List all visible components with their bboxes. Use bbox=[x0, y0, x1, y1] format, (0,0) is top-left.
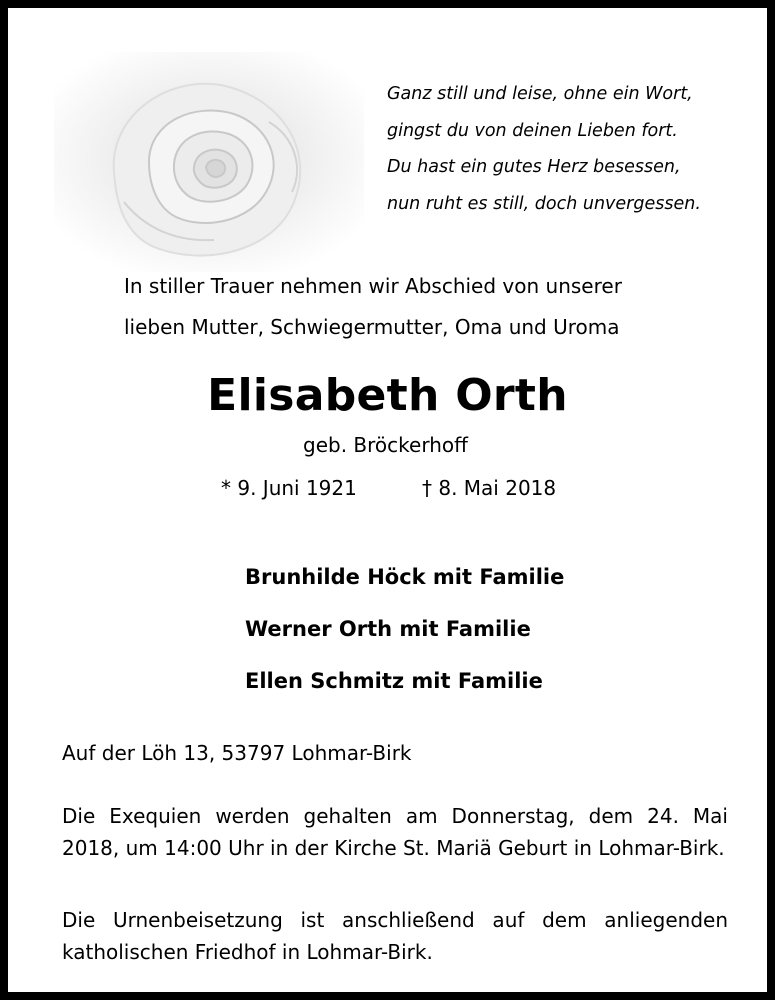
family-member: Werner Orth mit Familie bbox=[245, 617, 531, 641]
burial-text: Die Urnenbeisetzung ist anschließend auf dem anliegenden katholischen Friedhof in Lohmar-Birk. bbox=[62, 908, 728, 964]
intro-line: lieben Mutter, Schwiegermutter, Oma und Uroma bbox=[124, 315, 620, 339]
intro-line: In stiller Trauer nehmen wir Abschied von unserer bbox=[124, 274, 622, 298]
birth-name: geb. Bröckerhoff bbox=[303, 433, 468, 457]
poem-line: gingst du von deinen Lieben fort. bbox=[387, 120, 678, 141]
poem bbox=[387, 76, 747, 222]
birth-date: * 9. Juni 1921 bbox=[221, 476, 357, 500]
funeral-service-text: Die Exequien werden gehalten am Donnerstag, dem 24. Mai 2018, um 14:00 Uhr in der Kirche St. Mariä Geburt in Lohmar-Birk. bbox=[62, 804, 728, 860]
poem-line: nun ruht es still, doch unvergessen. bbox=[387, 193, 701, 214]
family-list bbox=[245, 551, 564, 707]
deceased-name: Elisabeth Orth bbox=[207, 370, 568, 421]
rose-icon bbox=[54, 52, 364, 272]
poem-line: Ganz still und leise, ohne ein Wort, bbox=[387, 84, 693, 104]
intro-text bbox=[124, 266, 684, 348]
address: Auf der Löh 13, 53797 Lohmar-Birk bbox=[62, 741, 412, 765]
family-member: Brunhilde Höck mit Familie bbox=[245, 565, 565, 589]
family-member: Ellen Schmitz mit Familie bbox=[245, 669, 543, 693]
death-date: † 8. Mai 2018 bbox=[422, 476, 557, 500]
poem-line: Du hast ein gutes Herz besessen, bbox=[387, 157, 681, 177]
